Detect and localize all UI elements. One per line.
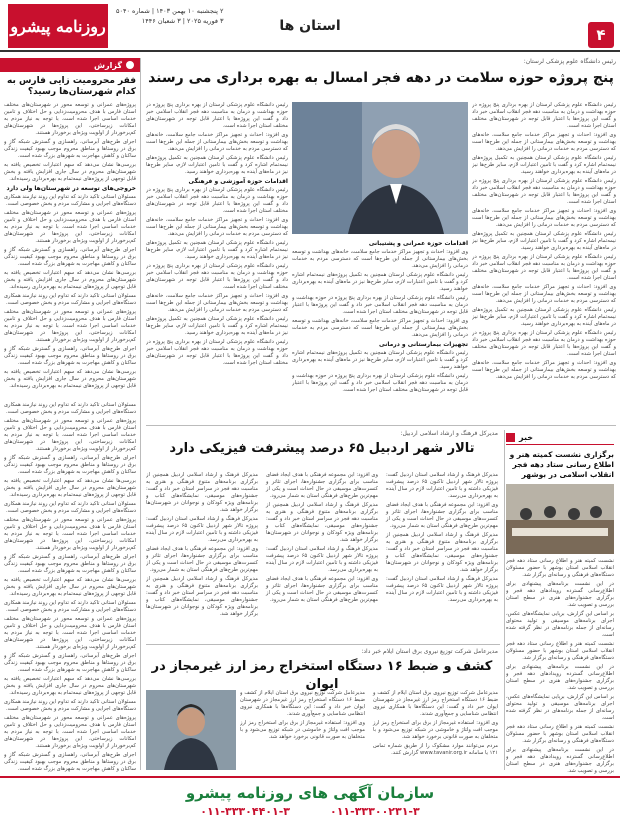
paragraph: مسئولان استانی تاکید دارند که تداوم این روند نیازمند همکاری دستگاه‌های اجرایی و مشارکت مردم و بخش خصوصی است. xyxy=(4,402,136,415)
paragraph: پروژه‌های عمرانی و توسعه محور در شهرستان‌های مختلف استان فارس با هدف محرومیت‌زدایی و حل اختلاف و تامین خدمات اساسی اجرا شده است. با توجه به نیاز مردم به امکانات زیرساختی، این پروژه‌ها در شهرستان‌های کم‌برخوردار از اولویت ویژه‌ای برخوردار هستند. xyxy=(4,715,136,749)
section-divider xyxy=(146,425,616,426)
paragraph: رئیس دانشگاه علوم پزشکی لرستان همچنین به تکمیل پروژه‌های نیمه‌تمام اشاره کرد و گفت با تامین اعتبارات لازم، سایر طرح‌ها نیز در ماه‌های آینده به بهره‌برداری خواهند رسید. xyxy=(146,240,288,260)
paragraph: بررسی‌ها نشان می‌دهد که سهم اعتبارات تخصیص یافته به شهرستان‌های محروم در سال جاری افزایش یافته و بخش قابل توجهی از پروژه‌های نیمه‌تمام به بهره‌برداری رسیده‌اند. xyxy=(4,676,136,696)
lead-subhead-1: اقدامات حوزه عمرانی و پشتیبانی xyxy=(368,240,468,247)
paragraph: در این نشست برنامه‌های پیشنهادی برای اطلاع‌رسانی گسترده رویدادهای دهه فجر و برگزاری جشنواره‌های هنری در سطح استان بررسی و تصویب شد. xyxy=(506,664,614,691)
theater-article xyxy=(146,430,498,458)
paragraph: رئیس دانشگاه علوم پزشکی لرستان همچنین به تکمیل پروژه‌های نیمه‌تمام اشاره کرد و گفت با تامین اعتبارات لازم، سایر طرح‌ها نیز در ماه‌های آینده به بهره‌برداری خواهند رسید. xyxy=(472,231,616,251)
paragraph: بررسی‌ها نشان می‌دهد که سهم اعتبارات تخصیص یافته به شهرستان‌های محروم در سال جاری افزایش یافته و بخش قابل توجهی از پروژه‌های نیمه‌تمام به بهره‌برداری رسیده‌اند. xyxy=(4,478,136,498)
theater-body xyxy=(146,472,498,640)
paragraph: مسئولان استانی تاکید دارند که تداوم این روند نیازمند همکاری دستگاه‌های اجرایی و مشارکت مردم و بخش خصوصی است. xyxy=(4,699,136,712)
page-header xyxy=(0,0,620,52)
paragraph: نشست کمیته هنر و اطلاع رسانی ستاد دهه فجر انقلاب اسلامی استان بوشهر با حضور مسئولان دستگاه‌های فرهنگی و رسانه‌ای برگزار شد. xyxy=(506,558,614,578)
paragraph: اجرای طرح‌های آبرسانی، راهسازی و گسترش شبکه گاز و برق در روستاها و مناطق محروم موجب بهبود کیفیت زندگی ساکنان و کاهش مهاجرت به شهرهای بزرگ شده است. xyxy=(4,653,136,673)
paragraph: مسئولان استانی تاکید دارند که تداوم این روند نیازمند همکاری دستگاه‌های اجرایی و مشارکت مردم و بخش خصوصی است. xyxy=(4,501,136,514)
paragraph: پروژه‌های عمرانی و توسعه محور در شهرستان‌های مختلف استان فارس با هدف محرومیت‌زدایی و حل اختلاف و تامین خدمات اساسی اجرا شده است. با توجه به نیاز مردم به امکانات زیرساختی، این پروژه‌ها در شهرستان‌های کم‌برخوردار از اولویت ویژه‌ای برخوردار هستند. xyxy=(4,309,136,343)
paragraph: بررسی‌ها نشان می‌دهد که سهم اعتبارات تخصیص یافته به شهرستان‌های محروم در سال جاری افزایش یافته و بخش قابل توجهی از پروژه‌های نیمه‌تمام به بهره‌برداری رسیده‌اند. xyxy=(4,577,136,597)
ad-phone-2: ۰۱۱-۳۳۳۰۴۴۰۱-۳ xyxy=(200,805,290,818)
report-body xyxy=(4,102,136,398)
lead-article xyxy=(146,58,616,87)
advertisement-banner[interactable] xyxy=(0,776,620,826)
paragraph: رئیس دانشگاه علوم پزشکی لرستان از بهره برداری پنج پروژه در حوزه بهداشت و درمان به مناسبت دهه فجر انقلاب اسلامی خبر داد و گفت این پروژه‌ها با اعتبار قابل توجه در شهرستان‌های مختلف استان اجرا شده است. xyxy=(146,187,288,214)
masthead-date xyxy=(116,6,224,27)
paragraph: اجرای طرح‌های آبرسانی، راهسازی و گسترش شبکه گاز و برق در روستاها و مناطق محروم موجب بهبود کیفیت زندگی ساکنان و کاهش مهاجرت به شهرهای بزرگ شده است. xyxy=(4,247,136,267)
paragraph: وی افزود: استفاده غیرمجاز از برق برای استخراج رمز ارز موجب افت ولتاژ و خاموشی در شبکه توزیع می‌شود و با متخلفان به صورت قانونی برخورد خواهد شد. xyxy=(373,720,498,740)
lead-body-col1 xyxy=(472,102,616,420)
paragraph: رئیس دانشگاه علوم پزشکی لرستان همچنین به تکمیل پروژه‌های نیمه‌تمام اشاره کرد و گفت با تامین اعتبارات لازم، سایر طرح‌ها نیز در ماه‌های آینده به بهره‌برداری خواهند رسید. xyxy=(292,272,468,292)
ad-phone-1: ۰۱۱-۳۳۳۰۰۲۳۱-۳ xyxy=(330,805,420,818)
paragraph: پروژه‌های عمرانی و توسعه محور در شهرستان‌های مختلف استان فارس با هدف محرومیت‌زدایی و حل اختلاف و تامین خدمات اساسی اجرا شده است. با توجه به نیاز مردم به امکانات زیرساختی، این پروژه‌ها در شهرستان‌های کم‌برخوردار از اولویت ویژه‌ای برخوردار هستند. xyxy=(4,616,136,650)
paragraph: بر اساس این گزارش، برپایی نمایشگاه‌های عکس، اجرای برنامه‌های موسیقی و تولید محتوای رسانه‌ای از جمله برنامه‌های در نظر گرفته شده است. xyxy=(506,694,614,721)
paragraph: رئیس دانشگاه علوم پزشکی لرستان از بهره برداری پنج پروژه در حوزه بهداشت و درمان به مناسبت دهه فجر انقلاب اسلامی خبر داد و گفت این پروژه‌ها با اعتبار قابل توجه در شهرستان‌های مختلف استان اجرا شده است. xyxy=(472,330,616,357)
theater-kicker: مدیرکل فرهنگ و ارشاد اسلامی اردبیل: xyxy=(400,430,498,437)
paragraph: رئیس دانشگاه علوم پزشکی لرستان از بهره برداری پنج پروژه در حوزه بهداشت و درمان به مناسبت دهه فجر انقلاب اسلامی خبر داد و گفت این پروژه‌ها با اعتبار قابل توجه در شهرستان‌های مختلف استان اجرا شده است. xyxy=(146,263,288,290)
paragraph: رئیس دانشگاه علوم پزشکی لرستان همچنین به تکمیل پروژه‌های نیمه‌تمام اشاره کرد و گفت با تامین اعتبارات لازم، سایر طرح‌ها نیز در ماه‌های آینده به بهره‌برداری خواهند رسید. xyxy=(146,155,288,175)
section-title: استان ها xyxy=(279,18,341,34)
mining-article xyxy=(146,648,498,694)
report-icon xyxy=(126,61,134,69)
date-line-2: ۳ فوریه ۲۰۲۵ | ۳ شعبان ۱۴۴۶ xyxy=(141,17,224,26)
paragraph: مدیرکل فرهنگ و ارشاد اسلامی استان اردبیل گفت: پروژه تالار شهر اردبیل تاکنون ۶۵ درصد پیشرفت فیزیکی داشته و با تامین اعتبارات لازم در سال آینده به بهره‌برداری می‌رسد. xyxy=(146,516,258,543)
paragraph: وی افزود: احداث و تجهیز مراکز خدمات جامع سلامت، خانه‌های بهداشت و توسعه بخش‌های بیمارستانی از جمله این طرح‌ها است که دسترسی مردم به خدمات درمانی را افزایش می‌دهد. xyxy=(146,217,288,237)
paragraph: مدیرکل فرهنگ و ارشاد اسلامی اردبیل همچنین از برگزاری برنامه‌های متنوع فرهنگی و هنری به مناسبت دهه فجر در سراسر استان خبر داد و گفت: جشنواره‌های موسیقی، نمایشگاه‌های کتاب و برنامه‌های ویژه کودکان و نوجوانان در شهرستان‌ها برگزار خواهد شد. xyxy=(146,472,258,513)
paragraph: مدیرکل فرهنگ و ارشاد اسلامی استان اردبیل گفت: پروژه تالار شهر اردبیل تاکنون ۶۵ درصد پیشرفت فیزیکی داشته و با تامین اعتبارات لازم در سال آینده به بهره‌برداری می‌رسد. xyxy=(386,576,498,603)
news-label: خبر xyxy=(519,433,534,442)
paragraph: اجرای طرح‌های آبرسانی، راهسازی و گسترش شبکه گاز و برق در روستاها و مناطق محروم موجب بهبود کیفیت زندگی ساکنان و کاهش مهاجرت به شهرهای بزرگ شده است. xyxy=(4,554,136,574)
paragraph: رئیس دانشگاه علوم پزشکی لرستان همچنین به تکمیل پروژه‌های نیمه‌تمام اشاره کرد و گفت با تامین اعتبارات لازم، سایر طرح‌ها نیز در ماه‌های آینده به بهره‌برداری خواهند رسید. xyxy=(472,155,616,175)
meeting-image xyxy=(506,484,614,554)
news-article xyxy=(506,450,614,794)
paragraph: وی افزود: این مجموعه فرهنگی با هدف ایجاد فضای مناسب برای برگزاری جشنواره‌ها، اجرای تئاتر و کنسرت‌های موسیقی در حال احداث است و یکی از مهم‌ترین طرح‌های فرهنگی استان به شمار می‌رود. xyxy=(146,546,258,573)
paragraph: وی افزود: این مجموعه فرهنگی با هدف ایجاد فضای مناسب برای برگزاری جشنواره‌ها، اجرای تئاتر و کنسرت‌های موسیقی در حال احداث است و یکی از مهم‌ترین طرح‌های فرهنگی استان به شمار می‌رود. xyxy=(266,576,378,603)
paragraph: در این نشست برنامه‌های پیشنهادی برای اطلاع‌رسانی گسترده رویدادهای دهه فجر و برگزاری جشنواره‌های هنری در سطح استان بررسی و تصویب شد. xyxy=(506,581,614,608)
report-article xyxy=(4,76,136,792)
news-headline: برگزاری نشست کمیته هنر و اطلاع رسانی ستاد دهه فجر انقلاب اسلامی در بوشهر xyxy=(509,450,614,479)
paragraph: وی افزود: این مجموعه فرهنگی با هدف ایجاد فضای مناسب برای برگزاری جشنواره‌ها، اجرای تئاتر و کنسرت‌های موسیقی در حال احداث است و یکی از مهم‌ترین طرح‌های فرهنگی استان به شمار می‌رود. xyxy=(386,502,498,529)
report-subhead: خروجی‌های توسعه در شهرستان‌ها ولی دارد xyxy=(6,185,136,192)
paragraph: وی افزود: احداث و تجهیز مراکز خدمات جامع سلامت، خانه‌های بهداشت و توسعه بخش‌های بیمارستانی از جمله این طرح‌ها است که دسترسی مردم به خدمات درمانی را افزایش می‌دهد. xyxy=(292,249,468,269)
ad-title: سازمان آگهی های روزنامه پیشرو xyxy=(185,784,435,802)
ad-phones xyxy=(0,805,620,818)
lead-headline: پنج پروژه حوزه سلامت در دهه فجر امسال به بهره برداری می رسند xyxy=(148,70,614,86)
mining-body xyxy=(240,690,498,770)
paragraph: اجرای طرح‌های آبرسانی، راهسازی و گسترش شبکه گاز و برق در روستاها و مناطق محروم موجب بهبود کیفیت زندگی ساکنان و کاهش مهاجرت به شهرهای بزرگ شده است. xyxy=(4,455,136,475)
paragraph: رئیس دانشگاه علوم پزشکی لرستان همچنین به تکمیل پروژه‌های نیمه‌تمام اشاره کرد و گفت با تامین اعتبارات لازم، سایر طرح‌ها نیز در ماه‌های آینده به بهره‌برداری خواهند رسید. xyxy=(146,316,288,336)
paragraph: پروژه‌های عمرانی و توسعه محور در شهرستان‌های مختلف استان فارس با هدف محرومیت‌زدایی و حل اختلاف و تامین خدمات اساسی اجرا شده است. با توجه به نیاز مردم به امکانات زیرساختی، این پروژه‌ها در شهرستان‌های کم‌برخوردار از اولویت ویژه‌ای برخوردار هستند. xyxy=(4,210,136,244)
news-photo xyxy=(506,484,614,554)
report-label: گزارش xyxy=(93,60,122,70)
paragraph: مسئولان استانی تاکید دارند که تداوم این روند نیازمند همکاری دستگاه‌های اجرایی و مشارکت مردم و بخش خصوصی است. xyxy=(4,293,136,306)
paragraph: مدیرعامل شرکت توزیع نیروی برق استان ایلام از کشف و ضبط ۱۶ دستگاه استخراج رمز ارز غیرمجاز در شهرستان ایوان خبر داد و گفت: این دستگاه‌ها با همکاری نیروی انتظامی شناسایی و جمع‌آوری شدند. xyxy=(240,690,366,717)
paragraph: مسئولان استانی تاکید دارند که تداوم این روند نیازمند همکاری دستگاه‌های اجرایی و مشارکت مردم و بخش خصوصی است. xyxy=(4,194,136,207)
paragraph: مدیرعامل شرکت توزیع نیروی برق استان ایلام از کشف و ضبط ۱۶ دستگاه استخراج رمز ارز غیرمجاز در شهرستان ایوان خبر داد و گفت: این دستگاه‌ها با همکاری نیروی انتظامی شناسایی و جمع‌آوری شدند. xyxy=(373,690,498,717)
paragraph: رئیس دانشگاه علوم پزشکی لرستان از بهره برداری پنج پروژه در حوزه بهداشت و درمان به مناسبت دهه فجر انقلاب اسلامی خبر داد و گفت این پروژه‌ها با اعتبار قابل توجه در شهرستان‌های مختلف استان اجرا شده است. xyxy=(472,254,616,281)
mining-photo xyxy=(146,690,236,770)
paragraph: رئیس دانشگاه علوم پزشکی لرستان از بهره برداری پنج پروژه در حوزه بهداشت و درمان به مناسبت دهه فجر انقلاب اسلامی خبر داد و گفت این پروژه‌ها با اعتبار قابل توجه در شهرستان‌های مختلف استان اجرا شده است. xyxy=(146,339,288,366)
news-section-bar xyxy=(506,431,614,445)
official-portrait-image xyxy=(146,690,236,770)
paragraph: در این نشست برنامه‌های پیشنهادی برای اطلاع‌رسانی گسترده رویدادهای دهه فجر و برگزاری جشنواره‌های هنری در سطح استان بررسی و تصویب شد. xyxy=(506,747,614,774)
lead-body-col3 xyxy=(146,102,288,420)
paragraph: وی افزود: احداث و تجهیز مراکز خدمات جامع سلامت، خانه‌های بهداشت و توسعه بخش‌های بیمارستانی از جمله این طرح‌ها است که دسترسی مردم به خدمات درمانی را افزایش می‌دهد. xyxy=(472,284,616,304)
report-section-bar xyxy=(0,58,140,72)
lead-body-col2 xyxy=(292,238,468,420)
lead-subhead-3: تجهیزات بیمارستانی و درمانی xyxy=(379,341,468,348)
paragraph: مدیرکل فرهنگ و ارشاد اسلامی اردبیل همچنین از برگزاری برنامه‌های متنوع فرهنگی و هنری به مناسبت دهه فجر در سراسر استان خبر داد و گفت: جشنواره‌های موسیقی، نمایشگاه‌های کتاب و برنامه‌های ویژه کودکان و نوجوانان در شهرستان‌ها برگزار خواهد شد. xyxy=(146,576,258,617)
paragraph: بررسی‌ها نشان می‌دهد که سهم اعتبارات تخصیص یافته به شهرستان‌های محروم در سال جاری افزایش یافته و بخش قابل توجهی از پروژه‌های نیمه‌تمام به بهره‌برداری رسیده‌اند. xyxy=(4,369,136,389)
report-body-cont xyxy=(4,402,136,792)
paragraph: رئیس دانشگاه علوم پزشکی لرستان همچنین به تکمیل پروژه‌های نیمه‌تمام اشاره کرد و گفت با تامین اعتبارات لازم، سایر طرح‌ها نیز در ماه‌های آینده به بهره‌برداری خواهند رسید. xyxy=(292,350,468,370)
paragraph: اجرای طرح‌های آبرسانی، راهسازی و گسترش شبکه گاز و برق در روستاها و مناطق محروم موجب بهبود کیفیت زندگی ساکنان و کاهش مهاجرت به شهرهای بزرگ شده است. xyxy=(4,139,136,159)
paragraph: وی افزود: احداث و تجهیز مراکز خدمات جامع سلامت، خانه‌های بهداشت و توسعه بخش‌های بیمارستانی از جمله این طرح‌ها است که دسترسی مردم به خدمات درمانی را افزایش می‌دهد. xyxy=(472,360,616,380)
paragraph: مسئولان استانی تاکید دارند که تداوم این روند نیازمند همکاری دستگاه‌های اجرایی و مشارکت مردم و بخش خصوصی است. xyxy=(4,600,136,613)
paragraph: رئیس دانشگاه علوم پزشکی لرستان از بهره برداری پنج پروژه در حوزه بهداشت و درمان به مناسبت دهه فجر انقلاب اسلامی خبر داد و گفت این پروژه‌ها با اعتبار قابل توجه در شهرستان‌های مختلف استان اجرا شده است. xyxy=(146,102,288,129)
date-line-1: ۲ پنجشنبه ۱۰ بهمن ۱۴۰۳ | شماره ۵۰۴۰ xyxy=(116,7,224,15)
paragraph: مردم می‌توانند موارد مشکوک را از طریق شماره تماس ۱۲۱ یا سامانه www.tavanir.org.ir گزارش کنند. xyxy=(373,743,498,756)
section-divider xyxy=(146,644,500,645)
paragraph: نشست کمیته هنر و اطلاع رسانی ستاد دهه فجر انقلاب اسلامی استان بوشهر با حضور مسئولان دستگاه‌های فرهنگی و رسانه‌ای برگزار شد. xyxy=(506,724,614,744)
paragraph: مدیرکل فرهنگ و ارشاد اسلامی استان اردبیل گفت: پروژه تالار شهر اردبیل تاکنون ۶۵ درصد پیشرفت فیزیکی داشته و با تامین اعتبارات لازم در سال آینده به بهره‌برداری می‌رسد. xyxy=(386,472,498,499)
paragraph: پروژه‌های عمرانی و توسعه محور در شهرستان‌های مختلف استان فارس با هدف محرومیت‌زدایی و حل اختلاف و تامین خدمات اساسی اجرا شده است. با توجه به نیاز مردم به امکانات زیرساختی، این پروژه‌ها در شهرستان‌های کم‌برخوردار از اولویت ویژه‌ای برخوردار هستند. xyxy=(4,418,136,452)
paragraph: وی افزود: احداث و تجهیز مراکز خدمات جامع سلامت، خانه‌های بهداشت و توسعه بخش‌های بیمارستانی از جمله این طرح‌ها است که دسترسی مردم به خدمات درمانی را افزایش می‌دهد. xyxy=(292,318,468,338)
paragraph: بررسی‌ها نشان می‌دهد که سهم اعتبارات تخصیص یافته به شهرستان‌های محروم در سال جاری افزایش یافته و بخش قابل توجهی از پروژه‌های نیمه‌تمام به بهره‌برداری رسیده‌اند. xyxy=(4,270,136,290)
paragraph: رئیس دانشگاه علوم پزشکی لرستان از بهره برداری پنج پروژه در حوزه بهداشت و درمان به مناسبت دهه فجر انقلاب اسلامی خبر داد و گفت این پروژه‌ها با اعتبار قابل توجه در شهرستان‌های مختلف استان اجرا شده است. xyxy=(472,178,616,205)
paragraph: بر اساس این گزارش، برپایی نمایشگاه‌های عکس، اجرای برنامه‌های موسیقی و تولید محتوای رسانه‌ای از جمله برنامه‌های در نظر گرفته شده است. xyxy=(506,611,614,638)
paragraph: وی افزود: احداث و تجهیز مراکز خدمات جامع سلامت، خانه‌های بهداشت و توسعه بخش‌های بیمارستانی از جمله این طرح‌ها است که دسترسی مردم به خدمات درمانی را افزایش می‌دهد. xyxy=(146,132,288,152)
paragraph: مدیرکل فرهنگ و ارشاد اسلامی اردبیل همچنین از برگزاری برنامه‌های متنوع فرهنگی و هنری به مناسبت دهه فجر در سراسر استان خبر داد و گفت: جشنواره‌های موسیقی، نمایشگاه‌های کتاب و برنامه‌های ویژه کودکان و نوجوانان در شهرستان‌ها برگزار خواهد شد. xyxy=(266,502,378,543)
page-number: ۴ xyxy=(588,22,614,48)
paragraph: مدیرکل فرهنگ و ارشاد اسلامی اردبیل همچنین از برگزاری برنامه‌های متنوع فرهنگی و هنری به مناسبت دهه فجر در سراسر استان خبر داد و گفت: جشنواره‌های موسیقی، نمایشگاه‌های کتاب و برنامه‌های ویژه کودکان و نوجوانان در شهرستان‌ها برگزار خواهد شد. xyxy=(386,532,498,573)
paragraph: بررسی‌ها نشان می‌دهد که سهم اعتبارات تخصیص یافته به شهرستان‌های محروم در سال جاری افزایش یافته و بخش قابل توجهی از پروژه‌های نیمه‌تمام به بهره‌برداری رسیده‌اند. xyxy=(4,162,136,182)
paragraph: رئیس دانشگاه علوم پزشکی لرستان از بهره برداری پنج پروژه در حوزه بهداشت و درمان به مناسبت دهه فجر انقلاب اسلامی خبر داد و گفت این پروژه‌ها با اعتبار قابل توجه در شهرستان‌های مختلف استان اجرا شده است. xyxy=(472,102,616,129)
paragraph: رئیس دانشگاه علوم پزشکی لرستان همچنین به تکمیل پروژه‌های نیمه‌تمام اشاره کرد و گفت با تامین اعتبارات لازم، سایر طرح‌ها نیز در ماه‌های آینده به بهره‌برداری خواهند رسید. xyxy=(472,307,616,327)
paragraph: وی افزود: احداث و تجهیز مراکز خدمات جامع سلامت، خانه‌های بهداشت و توسعه بخش‌های بیمارستانی از جمله این طرح‌ها است که دسترسی مردم به خدمات درمانی را افزایش می‌دهد. xyxy=(472,208,616,228)
paragraph: وی افزود: استفاده غیرمجاز از برق برای استخراج رمز ارز موجب افت ولتاژ و خاموشی در شبکه توزیع می‌شود و با متخلفان به صورت قانونی برخورد خواهد شد. xyxy=(240,720,365,740)
paragraph: پروژه‌های عمرانی و توسعه محور در شهرستان‌های مختلف استان فارس با هدف محرومیت‌زدایی و حل اختلاف و تامین خدمات اساسی اجرا شده است. با توجه به نیاز مردم به امکانات زیرساختی، این پروژه‌ها در شهرستان‌های کم‌برخوردار از اولویت ویژه‌ای برخوردار هستند. xyxy=(4,102,136,136)
paragraph: وی افزود: احداث و تجهیز مراکز خدمات جامع سلامت، خانه‌های بهداشت و توسعه بخش‌های بیمارستانی از جمله این طرح‌ها است که دسترسی مردم به خدمات درمانی را افزایش می‌دهد. xyxy=(146,293,288,313)
paragraph: پروژه‌های عمرانی و توسعه محور در شهرستان‌های مختلف استان فارس با هدف محرومیت‌زدایی و حل اختلاف و تامین خدمات اساسی اجرا شده است. با توجه به نیاز مردم به امکانات زیرساختی، این پروژه‌ها در شهرستان‌های کم‌برخوردار از اولویت ویژه‌ای برخوردار هستند. xyxy=(4,517,136,551)
paragraph: وی افزود: این مجموعه فرهنگی با هدف ایجاد فضای مناسب برای برگزاری جشنواره‌ها، اجرای تئاتر و کنسرت‌های موسیقی در حال احداث است و یکی از مهم‌ترین طرح‌های فرهنگی استان به شمار می‌رود. xyxy=(266,472,378,499)
portrait-image xyxy=(292,102,468,234)
lead-photo xyxy=(292,102,468,234)
paragraph: نشست کمیته هنر و اطلاع رسانی ستاد دهه فجر انقلاب اسلامی استان بوشهر با حضور مسئولان دستگاه‌های فرهنگی و رسانه‌ای برگزار شد. xyxy=(506,641,614,661)
paragraph: اجرای طرح‌های آبرسانی، راهسازی و گسترش شبکه گاز و برق در روستاها و مناطق محروم موجب بهبود کیفیت زندگی ساکنان و کاهش مهاجرت به شهرهای بزرگ شده است. xyxy=(4,752,136,772)
newspaper-logo: روزنامه پیشرو xyxy=(8,4,108,48)
lead-kicker: رئیس دانشگاه علوم پزشکی لرستان: xyxy=(523,58,616,65)
mining-headline: کشف و ضبط ۱۶ دستگاه استخراج رمز ارز غیرمجاز در ایوان xyxy=(151,659,493,692)
paragraph: مدیرکل فرهنگ و ارشاد اسلامی استان اردبیل گفت: پروژه تالار شهر اردبیل تاکنون ۶۵ درصد پیشرفت فیزیکی داشته و با تامین اعتبارات لازم در سال آینده به بهره‌برداری می‌رسد. xyxy=(266,546,378,573)
theater-headline: تالار شهر اردبیل ۶۵ درصد پیشرفت فیزیکی دارد xyxy=(169,441,475,456)
paragraph: وی افزود: احداث و تجهیز مراکز خدمات جامع سلامت، خانه‌های بهداشت و توسعه بخش‌های بیمارستانی از جمله این طرح‌ها است که دسترسی مردم به خدمات درمانی را افزایش می‌دهد. xyxy=(472,132,616,152)
column-divider xyxy=(504,430,505,770)
paragraph: اجرای طرح‌های آبرسانی، راهسازی و گسترش شبکه گاز و برق در روستاها و مناطق محروم موجب بهبود کیفیت زندگی ساکنان و کاهش مهاجرت به شهرهای بزرگ شده است. xyxy=(4,346,136,366)
report-headline: فقر محرومیت زایی فارس به کدام شهرستان‌ها رسید؟ xyxy=(7,76,136,97)
paragraph: رئیس دانشگاه علوم پزشکی لرستان از بهره برداری پنج پروژه در حوزه بهداشت و درمان به مناسبت دهه فجر انقلاب اسلامی خبر داد و گفت این پروژه‌ها با اعتبار قابل توجه در شهرستان‌های مختلف استان اجرا شده است. xyxy=(292,295,468,315)
news-body xyxy=(506,558,614,794)
paragraph: رئیس دانشگاه علوم پزشکی لرستان از بهره برداری پنج پروژه در حوزه بهداشت و درمان به مناسبت دهه فجر انقلاب اسلامی خبر داد و گفت این پروژه‌ها با اعتبار قابل توجه در شهرستان‌های مختلف استان اجرا شده است. xyxy=(292,373,468,393)
lead-subhead-2: اقدامات حوزه آموزشی و فرهنگی xyxy=(188,178,288,185)
column-divider xyxy=(140,58,141,770)
news-icon xyxy=(506,433,515,442)
mining-kicker: مدیرعامل شرکت توزیع نیروی برق استان ایلام خبر داد: xyxy=(361,648,498,655)
